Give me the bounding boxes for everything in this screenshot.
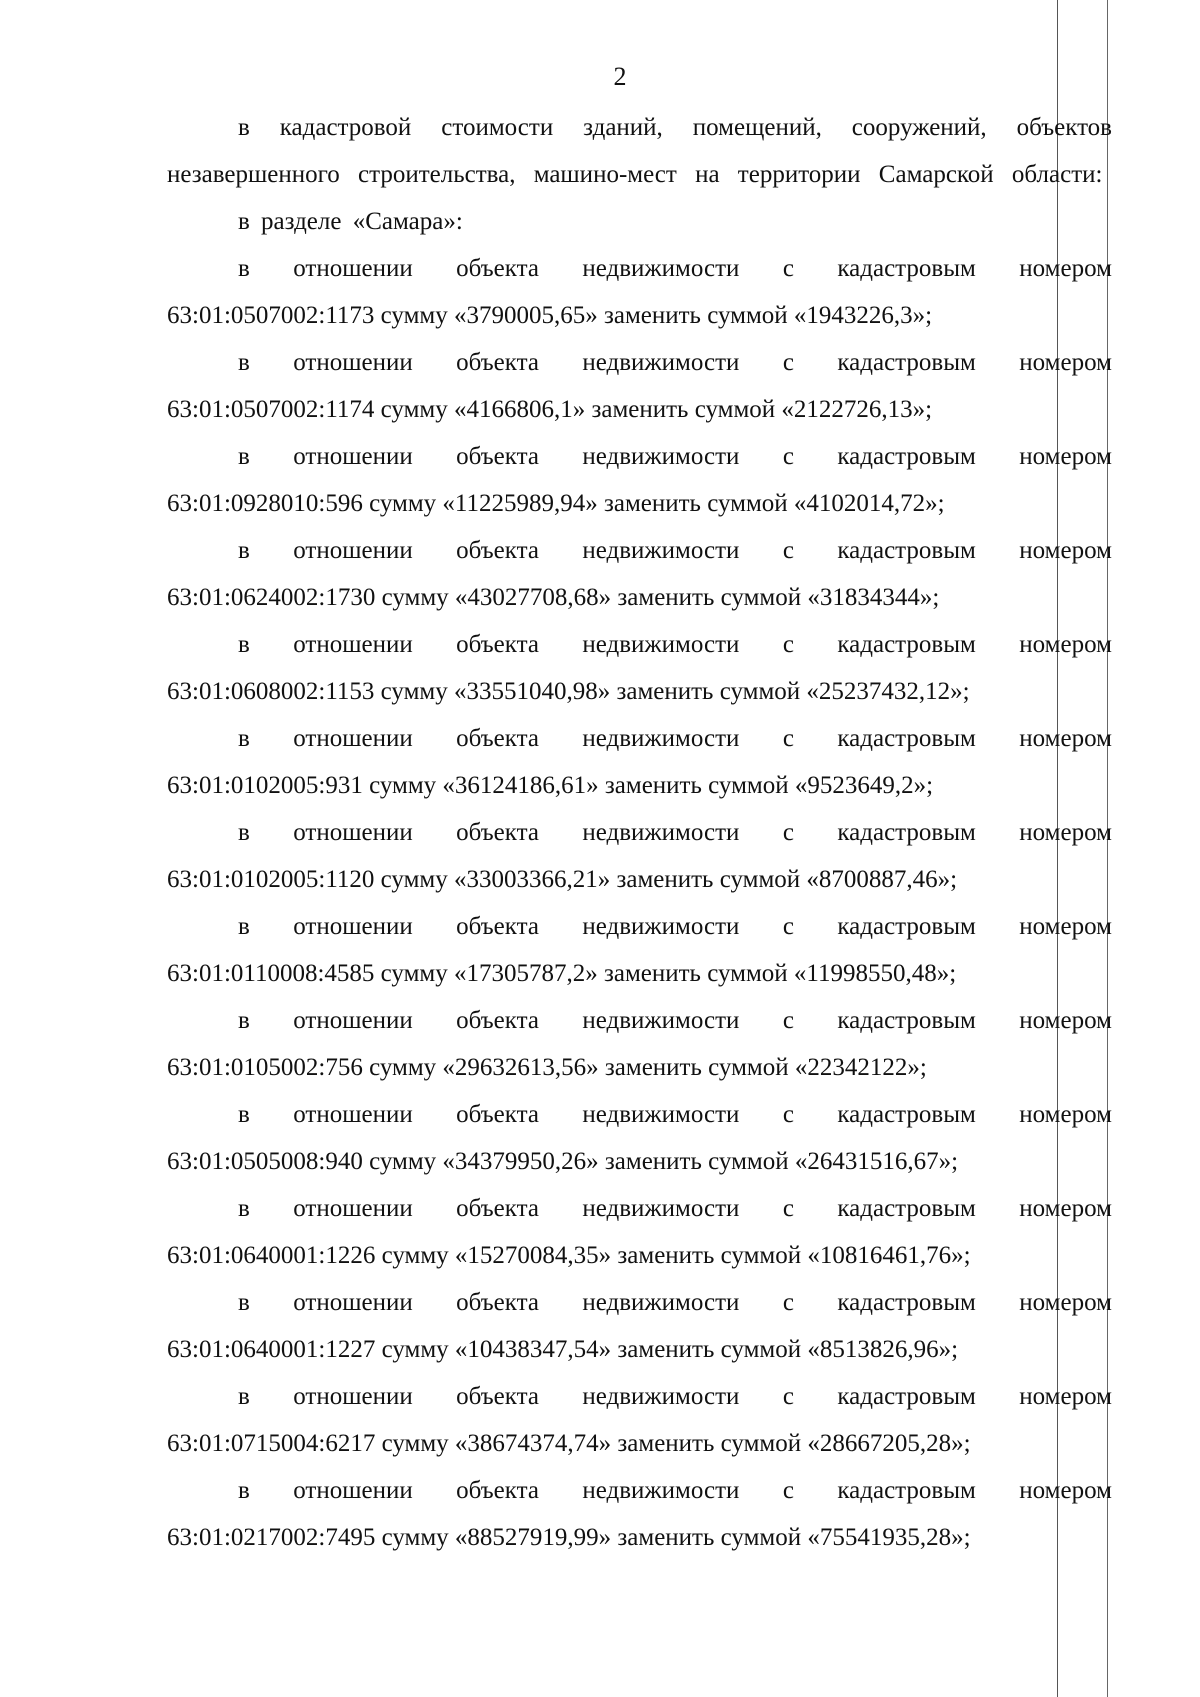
entry-list [167,245,1112,1561]
entry-text: 63:01:0105002:756 сумму «29632613,56» заменить суммой «22342122»; [167,1054,927,1081]
entry-lead-word: отношении [293,725,413,752]
entry-lead-word: с [782,1101,794,1128]
entry-lead-word: объекта [456,819,539,846]
entry-lead-word: недвижимости [582,255,740,282]
entry-lead-word: в [238,1477,250,1504]
entry-lead-word: в [238,1101,250,1128]
entry-lead-word: номером [1019,1101,1112,1128]
entry-lead-word: объекта [456,1007,539,1034]
entry-lead-word: с [782,819,794,846]
entry-lead-word: в [238,631,250,658]
entry-lead-word: с [782,1195,794,1222]
entry-lead-word: кадастровым [837,819,976,846]
entry-lead-word: кадастровым [837,349,976,376]
entry-lead-word: с [782,725,794,752]
entry-lead-word: номером [1019,1383,1112,1410]
entry-lead-word: номером [1019,913,1112,940]
entry-text: 63:01:0217002:7495 сумму «88527919,99» заменить суммой «75541935,28»; [167,1524,971,1551]
entry-text: 63:01:0928010:596 сумму «11225989,94» заменить суммой «4102014,72»; [167,490,945,517]
entry-lead-word: кадастровым [837,537,976,564]
entry-lead-word: кадастровым [837,1007,976,1034]
entry-lead-word: в [238,913,250,940]
entry-lead-word: недвижимости [582,1289,740,1316]
entry-lead-word: объекта [456,725,539,752]
entry-lead-word: недвижимости [582,443,740,470]
entry-lead-line [238,1091,1112,1138]
entry-lead-word: кадастровым [837,913,976,940]
entry-lead-word: номером [1019,255,1112,282]
entry-lead-word: номером [1019,1289,1112,1316]
entry-lead-word: номером [1019,1477,1112,1504]
entry-lead-word: недвижимости [582,631,740,658]
entry-lead-word: в [238,537,250,564]
list-item [167,433,1112,527]
entry-lead-word: номером [1019,725,1112,752]
entry-lead-word: недвижимости [582,537,740,564]
entry-lead-word: отношении [293,1289,413,1316]
entry-lead-word: кадастровым [837,1101,976,1128]
page-number: 2 [613,62,627,91]
entry-lead-word: в [238,1289,250,1316]
entry-text: 63:01:0102005:1120 сумму «33003366,21» заменить суммой «8700887,46»; [167,866,958,893]
document-body [167,104,1112,1561]
entry-lead-word: в [238,1007,250,1034]
entry-lead-word: в [238,255,250,282]
entry-lead-word: кадастровым [837,631,976,658]
entry-lead-word: объекта [456,255,539,282]
entry-lead-word: номером [1019,1007,1112,1034]
entry-lead-word: недвижимости [582,913,740,940]
entry-lead-word: отношении [293,1383,413,1410]
entry-text: 63:01:0640001:1226 сумму «15270084,35» заменить суммой «10816461,76»; [167,1242,971,1269]
entry-lead-word: с [782,349,794,376]
entry-lead-word: объекта [456,913,539,940]
entry-lead-word: кадастровым [837,255,976,282]
entry-lead-line [238,527,1112,574]
entry-text: 63:01:0110008:4585 сумму «17305787,2» заменить суммой «11998550,48»; [167,960,957,987]
list-item [167,1279,1112,1373]
entry-lead-word: с [782,1383,794,1410]
entry-lead-line [238,433,1112,480]
entry-lead-word: кадастровым [837,1383,976,1410]
entry-lead-word: в [238,349,250,376]
entry-lead-word: номером [1019,443,1112,470]
entry-lead-word: отношении [293,537,413,564]
entry-lead-line [238,1373,1112,1420]
entry-lead-word: кадастровым [837,443,976,470]
list-item [167,903,1112,997]
entry-lead-word: отношении [293,631,413,658]
entry-lead-word: номером [1019,631,1112,658]
intro-paragraph: в кадастровой стоимости зданий, помещений, сооружений, объектов незавершенного строительства, машино-мест на территории Самарской области: [167,114,1112,188]
list-item [167,997,1112,1091]
entry-lead-word: отношении [293,1007,413,1034]
entry-lead-word: объекта [456,1383,539,1410]
entry-lead-line [238,1467,1112,1514]
entry-lead-word: кадастровым [837,1289,976,1316]
entry-lead-word: недвижимости [582,1477,740,1504]
entry-lead-word: объекта [456,1477,539,1504]
entry-lead-word: с [782,255,794,282]
entry-lead-line [238,903,1112,950]
entry-lead-line [238,809,1112,856]
entry-lead-word: с [782,631,794,658]
entry-lead-word: отношении [293,443,413,470]
entry-lead-word: недвижимости [582,349,740,376]
entry-lead-word: с [782,1477,794,1504]
entry-lead-word: в [238,819,250,846]
entry-lead-line [238,1185,1112,1232]
list-item [167,621,1112,715]
list-item [167,245,1112,339]
list-item [167,527,1112,621]
entry-lead-word: в [238,443,250,470]
entry-lead-word: в [238,1383,250,1410]
entry-lead-word: объекта [456,537,539,564]
entry-lead-line [238,715,1112,762]
entry-lead-line [238,245,1112,292]
entry-lead-word: отношении [293,913,413,940]
entry-lead-word: объекта [456,349,539,376]
entry-lead-word: объекта [456,631,539,658]
entry-lead-word: недвижимости [582,1007,740,1034]
entry-lead-line [238,339,1112,386]
entry-lead-word: отношении [293,1477,413,1504]
list-item [167,715,1112,809]
entry-lead-word: кадастровым [837,725,976,752]
entry-lead-line [238,1279,1112,1326]
entry-lead-word: номером [1019,349,1112,376]
entry-text: 63:01:0102005:931 сумму «36124186,61» заменить суммой «9523649,2»; [167,772,934,799]
section-heading: в разделе «Самара»: [238,208,463,235]
entry-text: 63:01:0608002:1153 сумму «33551040,98» заменить суммой «25237432,12»; [167,678,970,705]
list-item [167,1091,1112,1185]
entry-lead-word: объекта [456,443,539,470]
entry-lead-word: с [782,1007,794,1034]
entry-lead-word: с [782,443,794,470]
list-item [167,339,1112,433]
entry-lead-word: недвижимости [582,1383,740,1410]
entry-lead-word: кадастровым [837,1477,976,1504]
entry-text: 63:01:0715004:6217 сумму «38674374,74» заменить суммой «28667205,28»; [167,1430,971,1457]
list-item [167,809,1112,903]
entry-lead-word: кадастровым [837,1195,976,1222]
entry-lead-word: объекта [456,1289,539,1316]
entry-lead-word: номером [1019,537,1112,564]
entry-lead-word: недвижимости [582,725,740,752]
entry-lead-word: номером [1019,1195,1112,1222]
entry-lead-word: в [238,1195,250,1222]
entry-lead-word: номером [1019,819,1112,846]
entry-lead-word: отношении [293,349,413,376]
entry-lead-word: недвижимости [582,819,740,846]
entry-text: 63:01:0640001:1227 сумму «10438347,54» заменить суммой «8513826,96»; [167,1336,959,1363]
entry-lead-word: в [238,725,250,752]
list-item [167,1373,1112,1467]
entry-text: 63:01:0505008:940 сумму «34379950,26» заменить суммой «26431516,67»; [167,1148,959,1175]
entry-lead-word: недвижимости [582,1195,740,1222]
entry-lead-word: недвижимости [582,1101,740,1128]
entry-lead-word: с [782,1289,794,1316]
entry-lead-line [238,997,1112,1044]
list-item [167,1467,1112,1561]
entry-lead-word: с [782,537,794,564]
entry-text: 63:01:0507002:1174 сумму «4166806,1» заменить суммой «2122726,13»; [167,396,933,423]
entry-lead-line [238,621,1112,668]
entry-lead-word: с [782,913,794,940]
entry-text: 63:01:0507002:1173 сумму «3790005,65» заменить суммой «1943226,3»; [167,302,933,329]
entry-text: 63:01:0624002:1730 сумму «43027708,68» заменить суммой «31834344»; [167,584,940,611]
entry-lead-word: отношении [293,1101,413,1128]
list-item [167,1185,1112,1279]
entry-lead-word: отношении [293,819,413,846]
entry-lead-word: объекта [456,1195,539,1222]
entry-lead-word: объекта [456,1101,539,1128]
entry-lead-word: отношении [293,255,413,282]
entry-lead-word: отношении [293,1195,413,1222]
